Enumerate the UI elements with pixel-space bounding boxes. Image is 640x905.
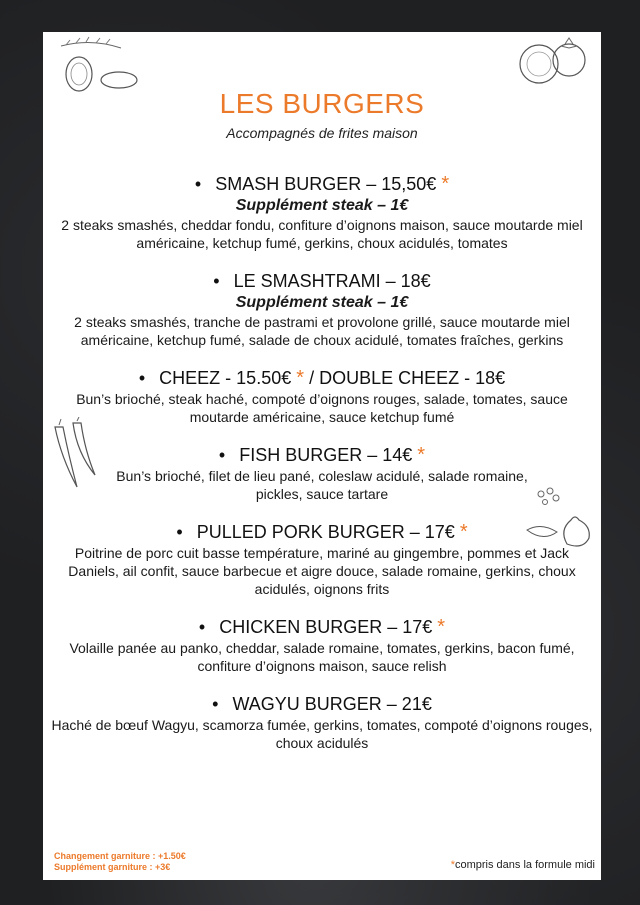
item-name-line: • PULLED PORK BURGER – 17€ * [176,521,468,543]
item-name-line: • CHEEZ - 15.50€ * / DOUBLE CHEEZ - 18€ [138,367,506,389]
menu-items [43,172,601,769]
tomato-illustration [513,34,593,86]
item-name: PULLED PORK BURGER – 17€ [196,522,455,542]
menu-subtitle: Accompagnés de frites maison [226,125,418,141]
menu-sheet [43,32,601,880]
garnish-extra: Supplément garniture : +3€ [54,862,171,872]
item-name: CHEEZ - 15.50€ [159,368,292,388]
item-name: WAGYU BURGER – 21€ [232,694,432,714]
list-item [43,520,601,598]
item-description: 2 steaks smashés, cheddar fondu, confiture d’oignons maison, sauce moutarde miel américaine, ketchup fumé, gerkins, choux acidulés, tomates [61,217,583,251]
item-name-line: • SMASH BURGER – 15,50€ * [194,173,450,195]
item-name: FISH BURGER – 14€ [239,445,413,465]
item-supplement: Supplément steak – 1€ [235,294,409,311]
item-description: Bun’s brioché, filet de lieu pané, coleslaw acidulé, salade romaine, pickles, sauce tartare [116,468,528,502]
list-item [43,366,601,426]
item-supplement: Supplément steak – 1€ [235,197,409,214]
garnish-notes [54,851,186,873]
star-icon: * [459,521,468,543]
lunch-formula-note [451,859,595,871]
item-name-line: • LE SMASHTRAMI – 18€ [213,271,431,291]
item-name: LE SMASHTRAMI – 18€ [233,271,431,291]
item-name-line: • WAGYU BURGER – 21€ [212,694,432,714]
item-description: Volaille panée au panko, cheddar, salade romaine, tomates, gerkins, bacon fumé, confiture d’oignons maison, sauce relish [69,640,575,674]
item-description: 2 steaks smashés, tranche de pastrami et provolone grillé, sauce moutarde miel américaine, ketchup fumé, salade de choux acidulé, tomates fraîches, gerkins [74,314,570,348]
star-icon: * [441,173,450,195]
item-description: Haché de bœuf Wagyu, scamorza fumée, gerkins, tomates, compoté d’oignons rouges, choux acidulés [51,717,593,751]
item-description: Poitrine de porc cuit basse température, mariné au gingembre, pommes et Jack Daniels, ail confit, sauce barbecue et aigre douce, salade romaine, gerkins, choux acidulés, oignons frits [68,545,576,597]
item-name: CHICKEN BURGER – 17€ [219,617,433,637]
list-item [43,269,601,349]
note-text: compris dans la formule midi [455,859,595,871]
star-icon: * [450,859,455,871]
star-icon: * [437,616,446,638]
list-item [43,172,601,252]
item-description: Bun’s brioché, steak haché, compoté d’oignons rouges, salade, tomates, sauce moutarde américaine, sauce ketchup fumé [76,391,568,425]
list-item [43,615,601,675]
menu-title: LES BURGERS [219,88,425,119]
list-item [43,692,601,752]
star-icon: * [296,367,305,389]
list-item [43,443,601,503]
garnish-change: Changement garniture : +1.50€ [54,851,186,861]
item-name-line: • CHICKEN BURGER – 17€ * [198,616,446,638]
item-name-line: • FISH BURGER – 14€ * [218,444,426,466]
item-name-secondary: / DOUBLE CHEEZ - 18€ [309,368,506,388]
star-icon: * [417,444,426,466]
item-name: SMASH BURGER – 15,50€ [215,174,437,194]
